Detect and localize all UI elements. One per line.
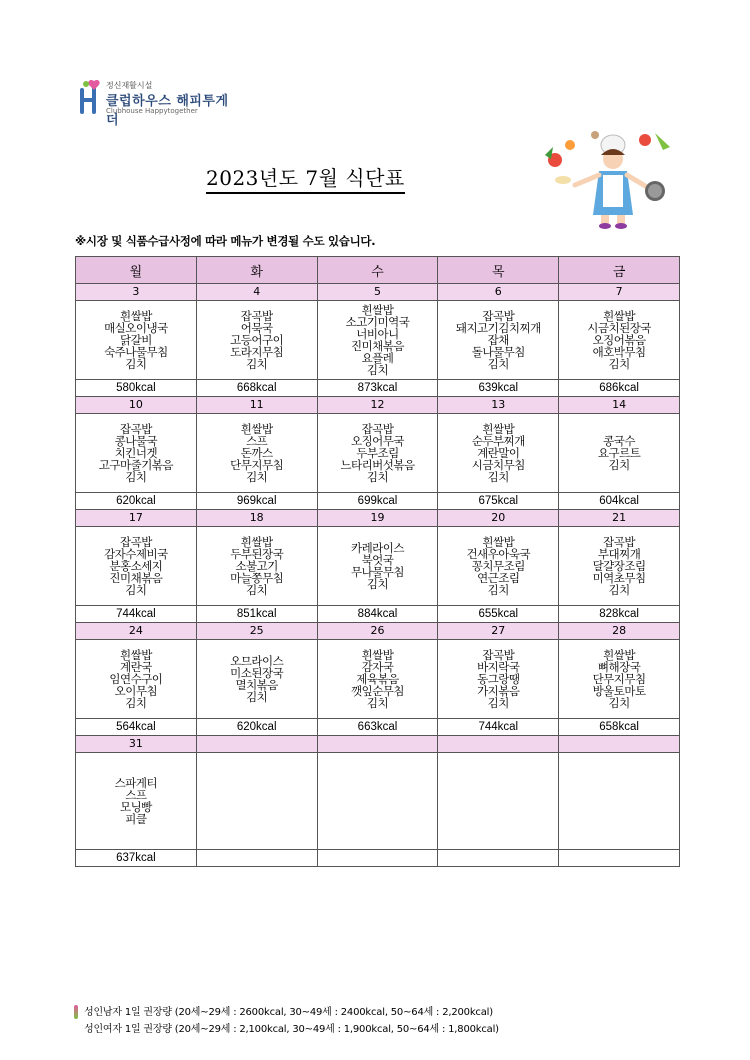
meal-item: 제육볶음: [356, 672, 399, 686]
meal-item: 잡채: [487, 333, 509, 347]
page-title: 2023년도 7월 식단표: [206, 162, 405, 194]
kcal-row: [76, 606, 680, 623]
date-cell: 20: [438, 510, 559, 527]
date-cell: 18: [196, 510, 317, 527]
meal-item: 북엇국: [361, 553, 394, 567]
meal-item: 돌나물무침: [471, 345, 525, 359]
meal-item: 김치: [246, 583, 268, 597]
kcal-cell: 663kcal: [317, 719, 438, 736]
meal-item: 돼지고기김치찌개: [455, 321, 541, 335]
kcal-cell: 699kcal: [317, 493, 438, 510]
date-cell: 4: [196, 284, 317, 301]
meal-item: 오므라이스: [230, 654, 284, 668]
meal-cell: [317, 414, 438, 493]
meal-cell: [438, 640, 559, 719]
meal-cell: [196, 753, 317, 850]
kcal-cell: [559, 850, 680, 867]
meal-item: 김치: [608, 696, 630, 710]
meal-item: 멸치볶음: [235, 678, 278, 692]
kcal-row: [76, 850, 680, 867]
meal-cell: [76, 301, 197, 380]
meal-item: 뼈해장국: [597, 660, 641, 674]
kcal-cell: 884kcal: [317, 606, 438, 623]
date-cell: 6: [438, 284, 559, 301]
meal-item: 잡곡밥: [361, 422, 394, 436]
meal-item: 요플레: [361, 351, 394, 365]
meal-item: 동그랑땡: [477, 672, 520, 686]
meal-item: 진미채볶음: [350, 339, 405, 353]
meal-item: 김치: [366, 577, 389, 591]
meal-item: 바지락국: [477, 660, 520, 674]
meal-item: 김치: [125, 696, 147, 710]
date-row: [76, 736, 680, 753]
meal-item: 소불고기: [235, 559, 278, 573]
meal-item: 모닝빵: [119, 800, 152, 814]
meal-cell: [317, 753, 438, 850]
meal-cell: [559, 301, 680, 380]
clubhouse-logo: [78, 78, 238, 128]
meal-item: 김치: [246, 357, 268, 371]
meal-item: 카레라이스: [350, 541, 405, 555]
meal-item: 김치: [487, 470, 509, 484]
logo-line-3: Clubhouse Happytogether: [106, 107, 198, 115]
logo-line-1: 정신재활시설: [106, 81, 153, 90]
meal-cell: [196, 414, 317, 493]
meal-cell: [196, 301, 317, 380]
meal-item: 흰쌀밥: [482, 535, 515, 549]
meal-cell: [559, 640, 680, 719]
meal-item: 부대찌개: [597, 547, 641, 561]
meal-cell: [559, 753, 680, 850]
menu-change-notice: ※시장 및 식품수급사정에 따라 메뉴가 변경될 수도 있습니다.: [75, 234, 376, 248]
meal-item: 오이무침: [114, 684, 158, 698]
kcal-cell: 675kcal: [438, 493, 559, 510]
date-cell: 10: [76, 397, 197, 414]
female-intake-line: [74, 1021, 499, 1038]
kcal-cell: 744kcal: [438, 719, 559, 736]
date-cell: 11: [196, 397, 317, 414]
date-cell: 19: [317, 510, 438, 527]
kcal-cell: 564kcal: [76, 719, 197, 736]
meal-item: 숙주나물무침: [104, 345, 168, 359]
meal-item: 김치: [608, 357, 630, 371]
meal-item: 김치: [487, 583, 509, 597]
meal-item: 매실오이냉국: [104, 321, 168, 335]
meal-item: 치킨너겟: [114, 446, 158, 460]
meal-item: 순두부찌개: [471, 434, 525, 448]
recommended-intake-note: [74, 1004, 499, 1038]
kcal-row: [76, 380, 680, 397]
meal-item: 잡곡밥: [119, 422, 152, 436]
kcal-row: [76, 719, 680, 736]
meal-cell: [76, 640, 197, 719]
date-cell: [438, 736, 559, 753]
meal-item: 김치: [125, 583, 147, 597]
meal-cell: [196, 640, 317, 719]
date-row: [76, 510, 680, 527]
meal-item: 진미채볶음: [109, 571, 163, 585]
meal-item: 방울토마토: [592, 684, 646, 698]
meal-item: 잡곡밥: [119, 535, 152, 549]
date-cell: 5: [317, 284, 438, 301]
kcal-cell: 655kcal: [438, 606, 559, 623]
meal-item: 잡곡밥: [482, 648, 515, 662]
meal-item: 계란말이: [477, 446, 520, 460]
meal-cell: [317, 301, 438, 380]
meal-item: 깻잎순무침: [350, 684, 405, 698]
date-cell: 28: [559, 623, 680, 640]
meal-item: 시금치된장국: [587, 321, 651, 335]
meal-item: 김치: [366, 363, 389, 377]
meal-item: 너비아니: [356, 327, 399, 341]
meal-cell: [76, 414, 197, 493]
meal-item: 흰쌀밥: [119, 309, 152, 323]
meal-item: 연근조림: [477, 571, 520, 585]
meal-row: [76, 527, 680, 606]
meal-row: [76, 301, 680, 380]
date-cell: [317, 736, 438, 753]
meal-item: 느타리버섯볶음: [340, 458, 415, 472]
meal-item: 스프: [246, 434, 268, 448]
meal-row: [76, 640, 680, 719]
date-row: [76, 284, 680, 301]
meal-item: 콩나물국: [114, 434, 158, 448]
male-intake-text: 성인남자 1일 권장량 (20세~29세 : 2600kcal, 30~49세 : 2400kcal, 50~64세 : 2,200kcal): [84, 1007, 493, 1018]
meal-item: 두부조림: [356, 446, 399, 460]
meal-item: 달걀장조림: [592, 559, 646, 573]
meal-cell: [559, 414, 680, 493]
meal-item: 잡곡밥: [240, 309, 273, 323]
date-cell: 14: [559, 397, 680, 414]
meal-cell: [438, 527, 559, 606]
meal-item: 감자국: [361, 660, 394, 674]
meal-item: 계란국: [119, 660, 152, 674]
meal-cell: [438, 414, 559, 493]
meal-cell: [317, 640, 438, 719]
meal-table: [75, 256, 680, 867]
meal-item: 무나물무침: [350, 565, 405, 579]
meal-item: 김치: [487, 696, 509, 710]
date-cell: 25: [196, 623, 317, 640]
chef-illustration: [535, 125, 685, 230]
meal-item: 건새우아욱국: [466, 547, 531, 561]
date-cell: 26: [317, 623, 438, 640]
weekday-header: 목: [438, 257, 559, 284]
meal-item: 오징어무국: [350, 434, 405, 448]
date-cell: 17: [76, 510, 197, 527]
kcal-cell: [317, 850, 438, 867]
meal-item: 피클: [125, 812, 147, 826]
meal-cell: [196, 527, 317, 606]
meal-item: 김치: [366, 470, 389, 484]
weekday-header: 화: [196, 257, 317, 284]
kcal-cell: 639kcal: [438, 380, 559, 397]
kcal-cell: 620kcal: [76, 493, 197, 510]
meal-cell: [559, 527, 680, 606]
meal-item: 미역초무침: [592, 571, 646, 585]
kcal-cell: 851kcal: [196, 606, 317, 623]
female-intake-text: 성인여자 1일 권장량 (20세~29세 : 2,100kcal, 30~49세 : 1,900kcal, 50~64세 : 1,800kcal): [84, 1024, 499, 1035]
meal-item: 흰쌀밥: [119, 648, 152, 662]
meal-item: 흰쌀밥: [361, 303, 394, 317]
meal-item: 단무지무침: [592, 672, 646, 686]
kcal-cell: 658kcal: [559, 719, 680, 736]
kcal-cell: 620kcal: [196, 719, 317, 736]
weekday-header: 금: [559, 257, 680, 284]
date-cell: 31: [76, 736, 197, 753]
meal-item: 시금치무침: [471, 458, 525, 472]
meal-item: 흰쌀밥: [482, 422, 515, 436]
meal-item: 고등어구이: [230, 333, 284, 347]
meal-item: 흰쌀밥: [603, 309, 635, 323]
meal-item: 김치: [125, 357, 147, 371]
kcal-cell: 686kcal: [559, 380, 680, 397]
kcal-cell: 744kcal: [76, 606, 197, 623]
meal-item: 분홍소세지: [109, 559, 163, 573]
meal-row: [76, 414, 680, 493]
meal-item: 김치: [487, 357, 509, 371]
meal-item: 김치: [366, 696, 389, 710]
meal-cell: [317, 527, 438, 606]
meal-item: 김치: [246, 470, 268, 484]
meal-item: 고구마줄기볶음: [98, 458, 174, 472]
meal-item: 김치: [125, 470, 147, 484]
meal-item: 소고기미역국: [345, 315, 410, 329]
meal-item: 스파게티: [114, 776, 158, 790]
date-cell: [196, 736, 317, 753]
meal-item: 마늘쫑무침: [230, 571, 284, 585]
meal-item: 스프: [125, 788, 147, 802]
meal-item: 흰쌀밥: [361, 648, 394, 662]
logo-line-2: 클럽하우스 해피투게더: [106, 94, 229, 128]
meal-item: 감자수제비국: [104, 547, 168, 561]
meal-item: 김치: [246, 690, 268, 704]
clubhouse-logo-icon: [78, 78, 102, 114]
weekday-header-row: [76, 257, 680, 284]
kcal-cell: 828kcal: [559, 606, 680, 623]
meal-item: 애호박무침: [592, 345, 646, 359]
kcal-row: [76, 493, 680, 510]
meal-item: 김치: [608, 458, 630, 472]
bullet-icon: [74, 1005, 78, 1019]
date-cell: 12: [317, 397, 438, 414]
date-cell: 27: [438, 623, 559, 640]
kcal-cell: [196, 850, 317, 867]
meal-item: 요구르트: [597, 446, 641, 460]
meal-item: 잡곡밥: [482, 309, 515, 323]
meal-item: 가지볶음: [477, 684, 520, 698]
kcal-cell: 637kcal: [76, 850, 197, 867]
meal-cell: [76, 527, 197, 606]
meal-item: 미소된장국: [230, 666, 284, 680]
meal-item: 도라지무침: [230, 345, 284, 359]
male-intake-line: [74, 1004, 499, 1021]
meal-cell: [438, 753, 559, 850]
meal-item: 흰쌀밥: [240, 535, 273, 549]
meal-item: 콩국수: [603, 434, 635, 448]
meal-item: 단무지무침: [230, 458, 284, 472]
meal-item: 꽁치무조림: [471, 559, 525, 573]
meal-row: [76, 753, 680, 850]
date-cell: 7: [559, 284, 680, 301]
kcal-cell: 668kcal: [196, 380, 317, 397]
meal-item: 어묵국: [240, 321, 273, 335]
meal-cell: [438, 301, 559, 380]
date-row: [76, 623, 680, 640]
date-cell: 24: [76, 623, 197, 640]
meal-item: 흰쌀밥: [240, 422, 273, 436]
kcal-cell: [438, 850, 559, 867]
meal-item: 두부된장국: [230, 547, 284, 561]
date-cell: [559, 736, 680, 753]
date-cell: 21: [559, 510, 680, 527]
kcal-cell: 580kcal: [76, 380, 197, 397]
meal-item: 흰쌀밥: [603, 648, 635, 662]
meal-cell: [76, 753, 197, 850]
meal-item: 오징어볶음: [592, 333, 646, 347]
meal-item: 김치: [608, 583, 630, 597]
kcal-cell: 604kcal: [559, 493, 680, 510]
date-cell: 13: [438, 397, 559, 414]
kcal-cell: 969kcal: [196, 493, 317, 510]
meal-item: 임연수구이: [109, 672, 163, 686]
meal-item: 돈까스: [240, 446, 273, 460]
date-row: [76, 397, 680, 414]
kcal-cell: 873kcal: [317, 380, 438, 397]
meal-item: 잡곡밥: [603, 535, 635, 549]
weekday-header: 수: [317, 257, 438, 284]
meal-item: 닭갈비: [119, 333, 152, 347]
weekday-header: 월: [76, 257, 197, 284]
date-cell: 3: [76, 284, 197, 301]
